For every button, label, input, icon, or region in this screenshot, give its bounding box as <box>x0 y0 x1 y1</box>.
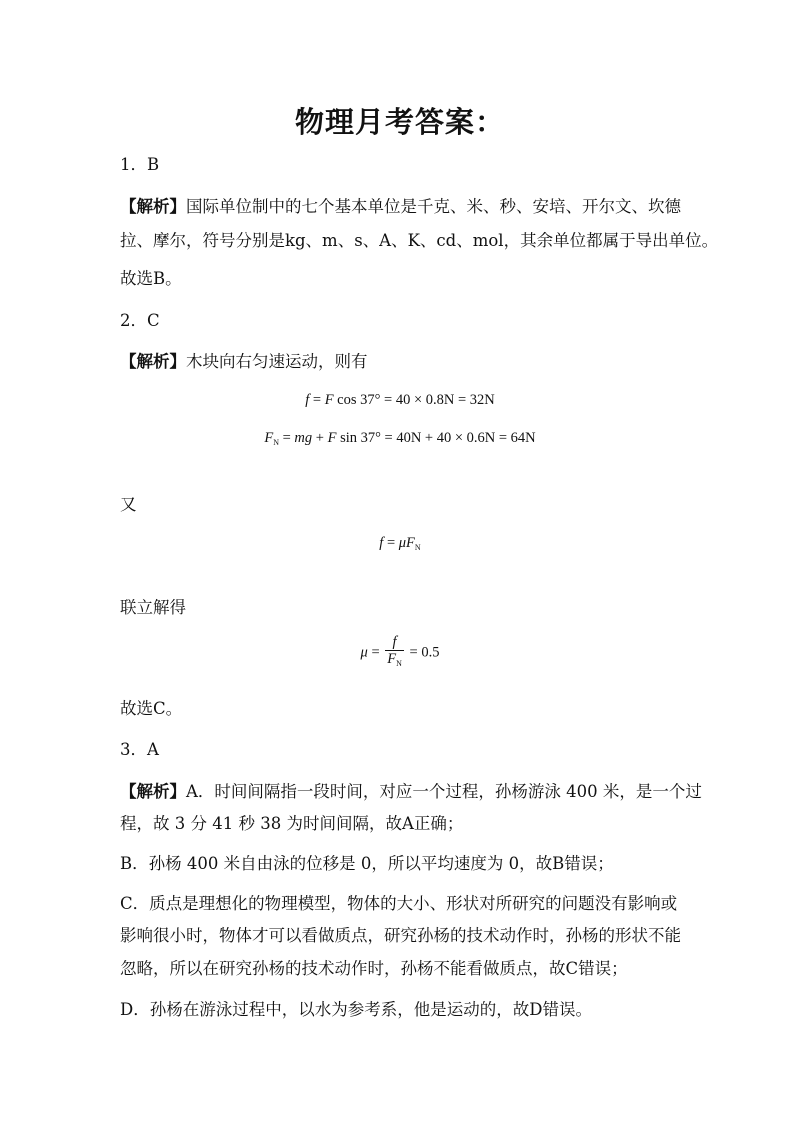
q2-answer: 2．C <box>120 311 160 330</box>
q1-conclusion: 故选B。 <box>120 269 182 288</box>
q1-answer: 1．B <box>120 155 160 174</box>
q2-explanation-label: 【解析】 <box>120 352 186 371</box>
q2-explanation-text-1: 木块向右匀速运动，则有 <box>186 352 368 371</box>
q3-option-a-line-2: 程，故 3 分 41 秒 38 为时间间隔，故A正确； <box>120 814 464 833</box>
q2-explanation-line-1 <box>120 351 700 373</box>
equation-normal-force: $F_N$ = mg + F sin 37° = 40N + 40 × 0.6N = 64N <box>264 430 536 447</box>
q2-solve: 联立解得 <box>120 598 186 617</box>
q3-explanation-label: 【解析】 <box>120 782 186 801</box>
q2-conclusion: 故选C。 <box>120 699 183 718</box>
equation-friction-coefficient: $f = \mu F_N$ <box>379 535 421 552</box>
q3-option-b: B．孙杨 400 米自由泳的位移是 0，所以平均速度为 0，故B错误； <box>120 854 614 873</box>
q2-also: 又 <box>120 495 137 514</box>
page-title: 物理月考答案： <box>294 105 505 139</box>
q3-option-a-text-1: A．时间间隔指一段时间，对应一个过程，孙杨游泳 400 米，是一个过 <box>186 782 702 801</box>
q1-explanation-line-2: 拉、摩尔，符号分别是kg、m、s、A、K、cd、mol，其余单位都属于导出单位。 <box>120 231 719 250</box>
q3-option-d: D．孙杨在游泳过程中，以水为参考系，他是运动的，故D错误。 <box>120 1000 592 1019</box>
fraction: $\frac{f}{F_N}$ <box>387 634 402 668</box>
equation-mu-result: μ = $\frac{f}{F_N}$ = 0.5 <box>0 635 800 671</box>
q1-explanation-text-1: 国际单位制中的七个基本单位是千克、米、秒、安培、开尔文、坎德 <box>186 197 681 216</box>
equation-friction: f = F cos 37° = 40 × 0.8N = 32N <box>305 392 495 408</box>
q3-answer: 3．A <box>120 740 159 759</box>
q3-option-c-line-2: 影响很小时，物体才可以看做质点，研究孙杨的技术动作时，孙杨的形状不能 <box>120 926 681 945</box>
q3-option-a-line-1 <box>120 781 700 803</box>
q3-option-c-line-1: C．质点是理想化的物理模型，物体的大小、形状对所研究的问题没有影响或 <box>120 894 678 913</box>
q1-explanation-line-1 <box>120 196 700 218</box>
q3-option-c-line-3: 忽略，所以在研究孙杨的技术动作时，孙杨不能看做质点，故C错误； <box>120 959 628 978</box>
q1-explanation-label: 【解析】 <box>120 197 186 216</box>
